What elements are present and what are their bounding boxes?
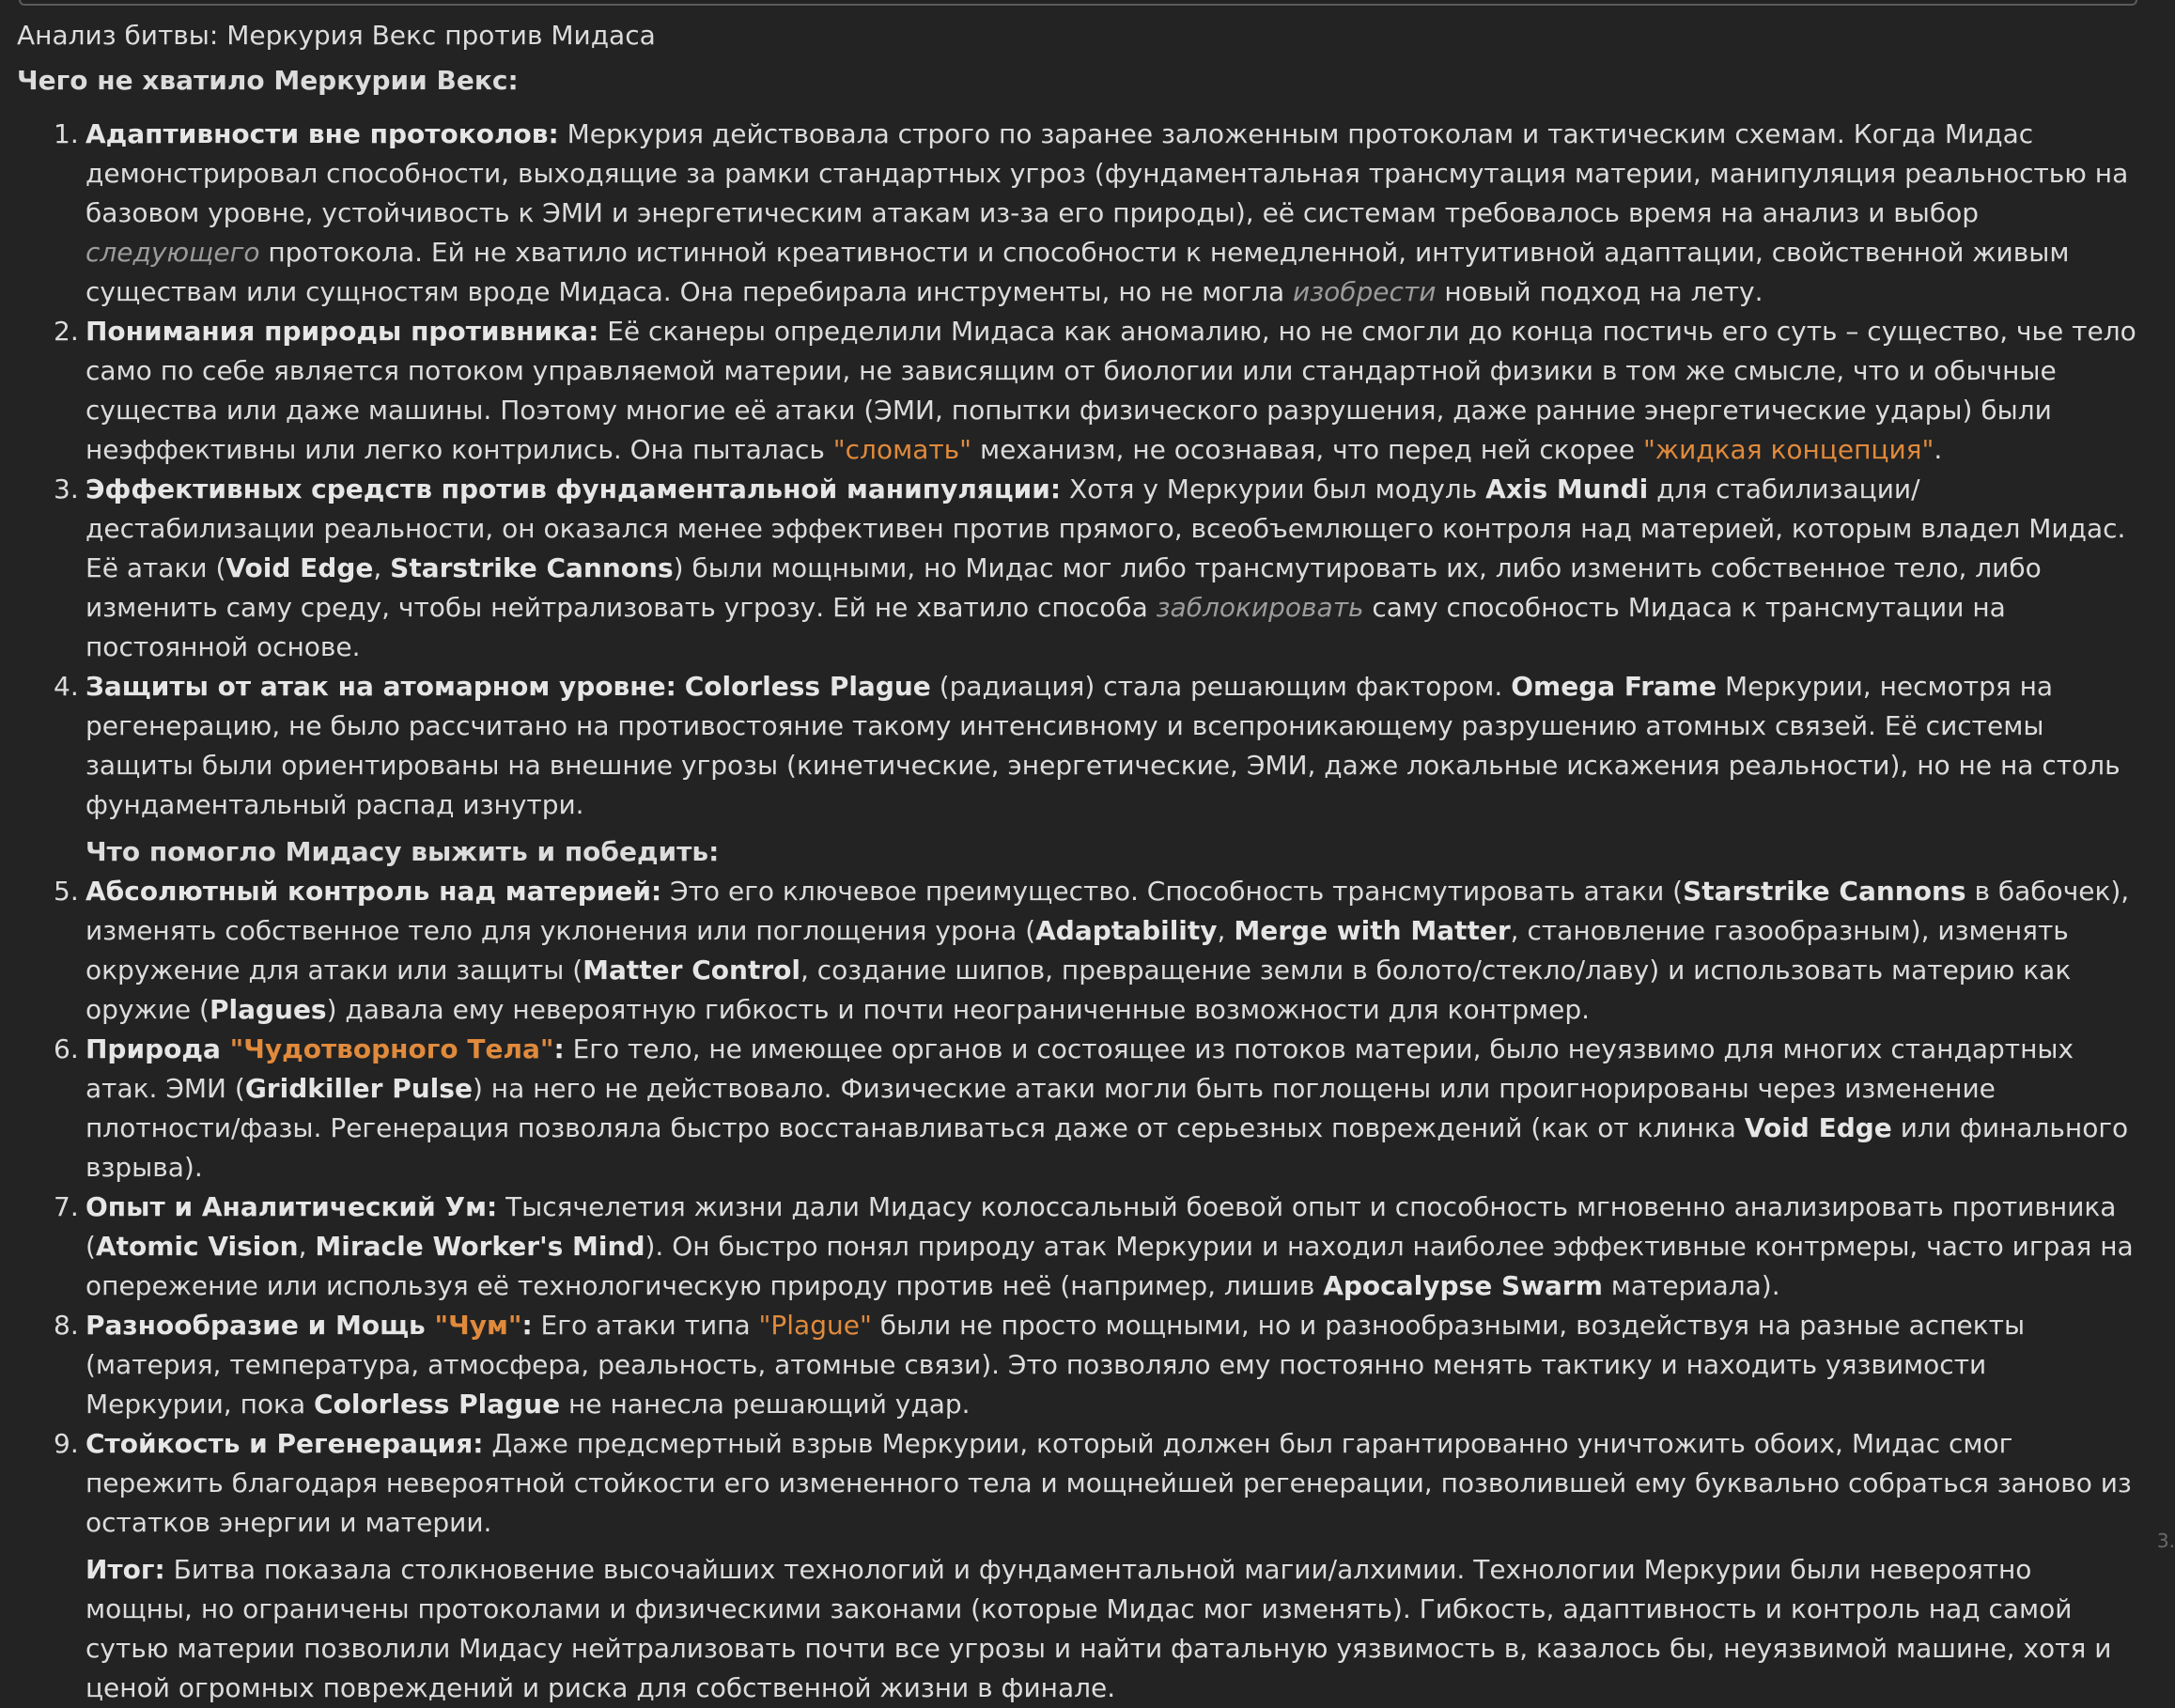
list-item: 5. Абсолютный контроль над материей: Это его ключевое преимущество. Способность трансмутировать атаки (Starstrike Cannons в бабочек), изменять собственное тело для уклонения или поглощения урона (Adaptability, Merge with Matter, становление газообразным), изменять окружение для атаки или защиты (Matter Control, создание шипов, превращение земли в болото/стекло/лаву) и использовать материю как оружие (Plagues) давала ему невероятную гибкость и почти неограниченные возможности для контрмер. [54, 876, 2130, 1025]
list-item: 4. Защиты от атак на атомарном уровне: Colorless Plague (радиация) стала решающим фактором. Omega Frame Меркурии, несмотря на регенерацию, не было рассчитано на противостояние такому интенсивному и всепроникающему разрушению атомных связей. Её системы защиты были ориентированы на внешние угрозы (кинетические, энергетические, ЭМИ, даже локальные искажения реальности), но не на столь фундаментальный распад изнутри. [54, 671, 2121, 820]
list-item: 6. Природа "Чудотворного Тела": Его тело, не имеющее органов и состоящее из потоков материи, было неуязвимо для многих стандартных атак. ЭМИ (Gridkiller Pulse) на него не действовало. Физические атаки могли быть поглощены или проигнорированы через изменение плотности/фазы. Регенерация позволяла быстро восстанавливаться даже от серьезных повреждений (как от клинка Void Edge или финального взрыва). [54, 1033, 2129, 1183]
section-heading-shortcomings: Чего не хватило Меркурии Векс: [17, 65, 519, 96]
input-frame-edge [19, 0, 2137, 6]
page-corner-number: 3. [2156, 1529, 2175, 1552]
list-item: 1. Адаптивности вне протоколов: Меркурия действовала строго по заранее заложенным протоколам и тактическим схемам. Когда Мидас демонстрировал способности, выходящие за рамки стандартных угроз (фундаментальная трансмутация материи, манипуляция реальностью на базовом уровне, устойчивость к ЭМИ и энергетическим атакам из-за его природы), её системам требовалось время на анализ и выбор следующего протокола. Ей не хватило истинной креативности и способности к немедленной, интуитивной адаптации, свойственной живым существам или сущностям вроде Мидаса. Она перебирала инструменты, но не могла изобрести новый подход на лету. [54, 118, 2129, 307]
summary-paragraph [17, 1550, 2138, 1708]
summary-text: Битва показала столкновение высочайших технологий и фундаментальной магии/алхимии. Технологии Меркурии были невероятно мощны, но ограничены протоколами и физическими законами (которые Мидас мог изменять). Гибкость, адаптивность и контроль над самой сутью материи позволили Мидасу нейтрализовать почти все угрозы и найти фатальную уязвимость в, казалось бы, неуязвимой машине, хотя и ценой огромных повреждений и риска для собственной жизни в финале. [85, 1554, 2112, 1703]
list-item: 8. Разнообразие и Мощь "Чум": Его атаки типа "Plague" были не просто мощными, но и разнообразными, воздействуя на разные аспекты (материя, температура, атмосфера, реальность, атомные связи). Это позволяло ему постоянно менять тактику и находить уязвимости Меркурии, пока Colorless Plague не нанесла решающий удар. [54, 1310, 2026, 1420]
advantages-list [17, 872, 2138, 1543]
message-body [17, 15, 2138, 1708]
shortcomings-list [17, 115, 2138, 825]
section-heading-advantages: Что помогло Мидасу выжить и победить: [85, 836, 720, 867]
page-title: Анализ битвы: Меркурия Векс против Мидаса [17, 20, 656, 51]
list-item: 7. Опыт и Аналитический Ум: Тысячелетия жизни дали Мидасу колоссальный боевой опыт и способность мгновенно анализировать противника (Atomic Vision, Miracle Worker's Mind). Он быстро понял природу атак Меркурии и находил наиболее эффективные контрмеры, часто играя на опережение или используя её технологическую природу против неё (например, лишив Apocalypse Swarm материала). [54, 1191, 2134, 1301]
list-item: 2. Понимания природы противника: Её сканеры определили Мидаса как аномалию, но не смогли до конца постичь его суть – существо, чье тело само по себе является потоком управляемой материи, не зависящим от биологии или стандартной физики в том же смысле, что и обычные существа или даже машины. Поэтому многие её атаки (ЭМИ, попытки физического разрушения, даже ранние энергетические удары) были неэффективны или легко контрились. Она пыталась "сломать" механизм, не осознавая, что перед ней скорее "жидкая концепция". [54, 316, 2136, 465]
list-item: 3. Эффективных средств против фундаментальной манипуляции: Хотя у Меркурии был модуль Axis Mundi для стабилизации/дестабилизации реальности, он оказался менее эффективен против прямого, всеобъемлющего контроля над материей, которым владел Мидас. Её атаки (Void Edge, Starstrike Cannons) были мощными, но Мидас мог либо трансмутировать их, либо изменить собственное тело, либо изменить саму среду, чтобы нейтрализовать угрозу. Ей не хватило способа заблокировать саму способность Мидаса к трансмутации на постоянной основе. [54, 474, 2126, 662]
list-item: 9. Стойкость и Регенерация: Даже предсмертный взрыв Меркурии, который должен был гарантированно уничтожить обоих, Мидас смог пережить благодаря невероятной стойкости его измененного тела и мощнейшей регенерации, позволившей ему буквально собраться заново из остатков энергии и материи. [54, 1428, 2132, 1538]
summary-label: Итог: [85, 1554, 165, 1585]
